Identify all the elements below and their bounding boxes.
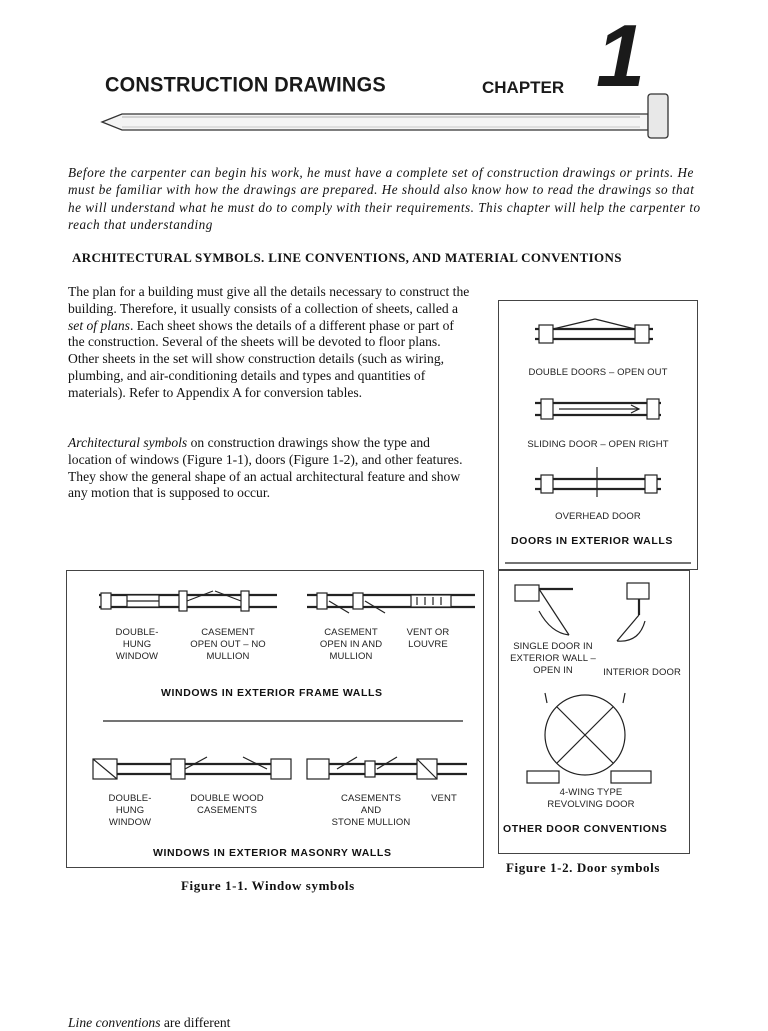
- exterior-doors-drawing: [499, 301, 697, 569]
- para2-emphasis: Architectural symbols: [68, 435, 188, 450]
- intro-paragraph: Before the carpenter can begin his work, he must have a complete set of construction drawings or prints. He must be familiar with how the drawings are prepared. He should also know how to read the drawings so that he will understand what he must do to comply with their requirements. This chapter will help the carpenter to reach that understanding: [68, 165, 701, 232]
- footer-rest: are different: [160, 1015, 231, 1030]
- figure-door-symbols-exterior: [498, 300, 698, 570]
- section-heading: ARCHITECTURAL SYMBOLS. LINE CONVENTIONS, AND MATERIAL CONVENTIONS: [72, 250, 622, 265]
- figure-1-1-caption: Figure 1-1. Window symbols: [181, 878, 355, 893]
- label-double-doors: DOUBLE DOORS – OPEN OUT: [528, 367, 668, 378]
- para2-text: on construction drawings show the type and location of windows (Figure 1-1), doors (Figure 1-2), and other features. They show the general shape of an actual architectural feature and show any motion that is supposed to occur.: [68, 435, 463, 501]
- label-sliding-door: SLIDING DOOR – OPEN RIGHT: [527, 439, 669, 450]
- label-revolving-door: 4-WING TYPE REVOLVING DOOR: [547, 787, 635, 810]
- label-stone-mullion: CASEMENTS AND STONE MULLION: [331, 793, 411, 828]
- figure-door-symbols-other: [498, 570, 690, 854]
- figure-window-symbols: [66, 570, 484, 868]
- footer-emphasis: Line conventions: [68, 1015, 161, 1030]
- label-overhead-door: OVERHEAD DOOR: [555, 511, 641, 522]
- nail-graphic: [100, 90, 675, 140]
- footer-text: [68, 1015, 230, 1031]
- label-double-hung-frame: DOUBLE- HUNG WINDOW: [115, 627, 159, 662]
- para1-text-a: The plan for a building must give all the details necessary to construct the building. Therefore, it usually consists of a collection of sheets, called a: [68, 284, 470, 316]
- heading-frame-walls: WINDOWS IN EXTERIOR FRAME WALLS: [161, 687, 383, 699]
- para1-text-b: . Each sheet shows the details of a different phase or part of the construction. Several of the sheets will be devoted to floor plans. Other sheets in the set will show construction details (such as wiring, plumbing, and air-conditioning details and types and quantities of materials). Refer to Appendix A for conversion tables.: [68, 317, 454, 400]
- label-double-hung-masonry: DOUBLE- HUNG WINDOW: [108, 793, 152, 828]
- label-double-wood-casements: DOUBLE WOOD CASEMENTS: [190, 793, 264, 816]
- chapter-title: CONSTRUCTION DRAWINGS: [105, 73, 386, 97]
- figure-1-2-caption: Figure 1-2. Door symbols: [506, 860, 661, 875]
- chapter-label: CHAPTER: [482, 78, 565, 97]
- heading-exterior-doors: DOORS IN EXTERIOR WALLS: [511, 535, 673, 547]
- label-casement-open-out: CASEMENT OPEN OUT – NO MULLION: [190, 627, 266, 662]
- body-paragraph-2: [68, 435, 473, 502]
- label-single-door-exterior: SINGLE DOOR IN EXTERIOR WALL – OPEN IN: [510, 641, 596, 676]
- label-interior-door: INTERIOR DOOR: [603, 667, 681, 678]
- heading-other-doors: OTHER DOOR CONVENTIONS: [503, 823, 668, 835]
- chapter-number: 1: [596, 6, 645, 105]
- para1-emphasis: set of plans: [68, 317, 130, 333]
- label-vent-louvre: VENT OR LOUVRE: [406, 627, 450, 650]
- label-casement-open-in: CASEMENT OPEN IN AND MULLION: [319, 627, 383, 662]
- body-paragraph-1: [68, 284, 473, 402]
- label-vent: VENT: [431, 793, 457, 804]
- heading-masonry-walls: WINDOWS IN EXTERIOR MASONRY WALLS: [153, 847, 392, 859]
- chapter-header: [100, 6, 675, 150]
